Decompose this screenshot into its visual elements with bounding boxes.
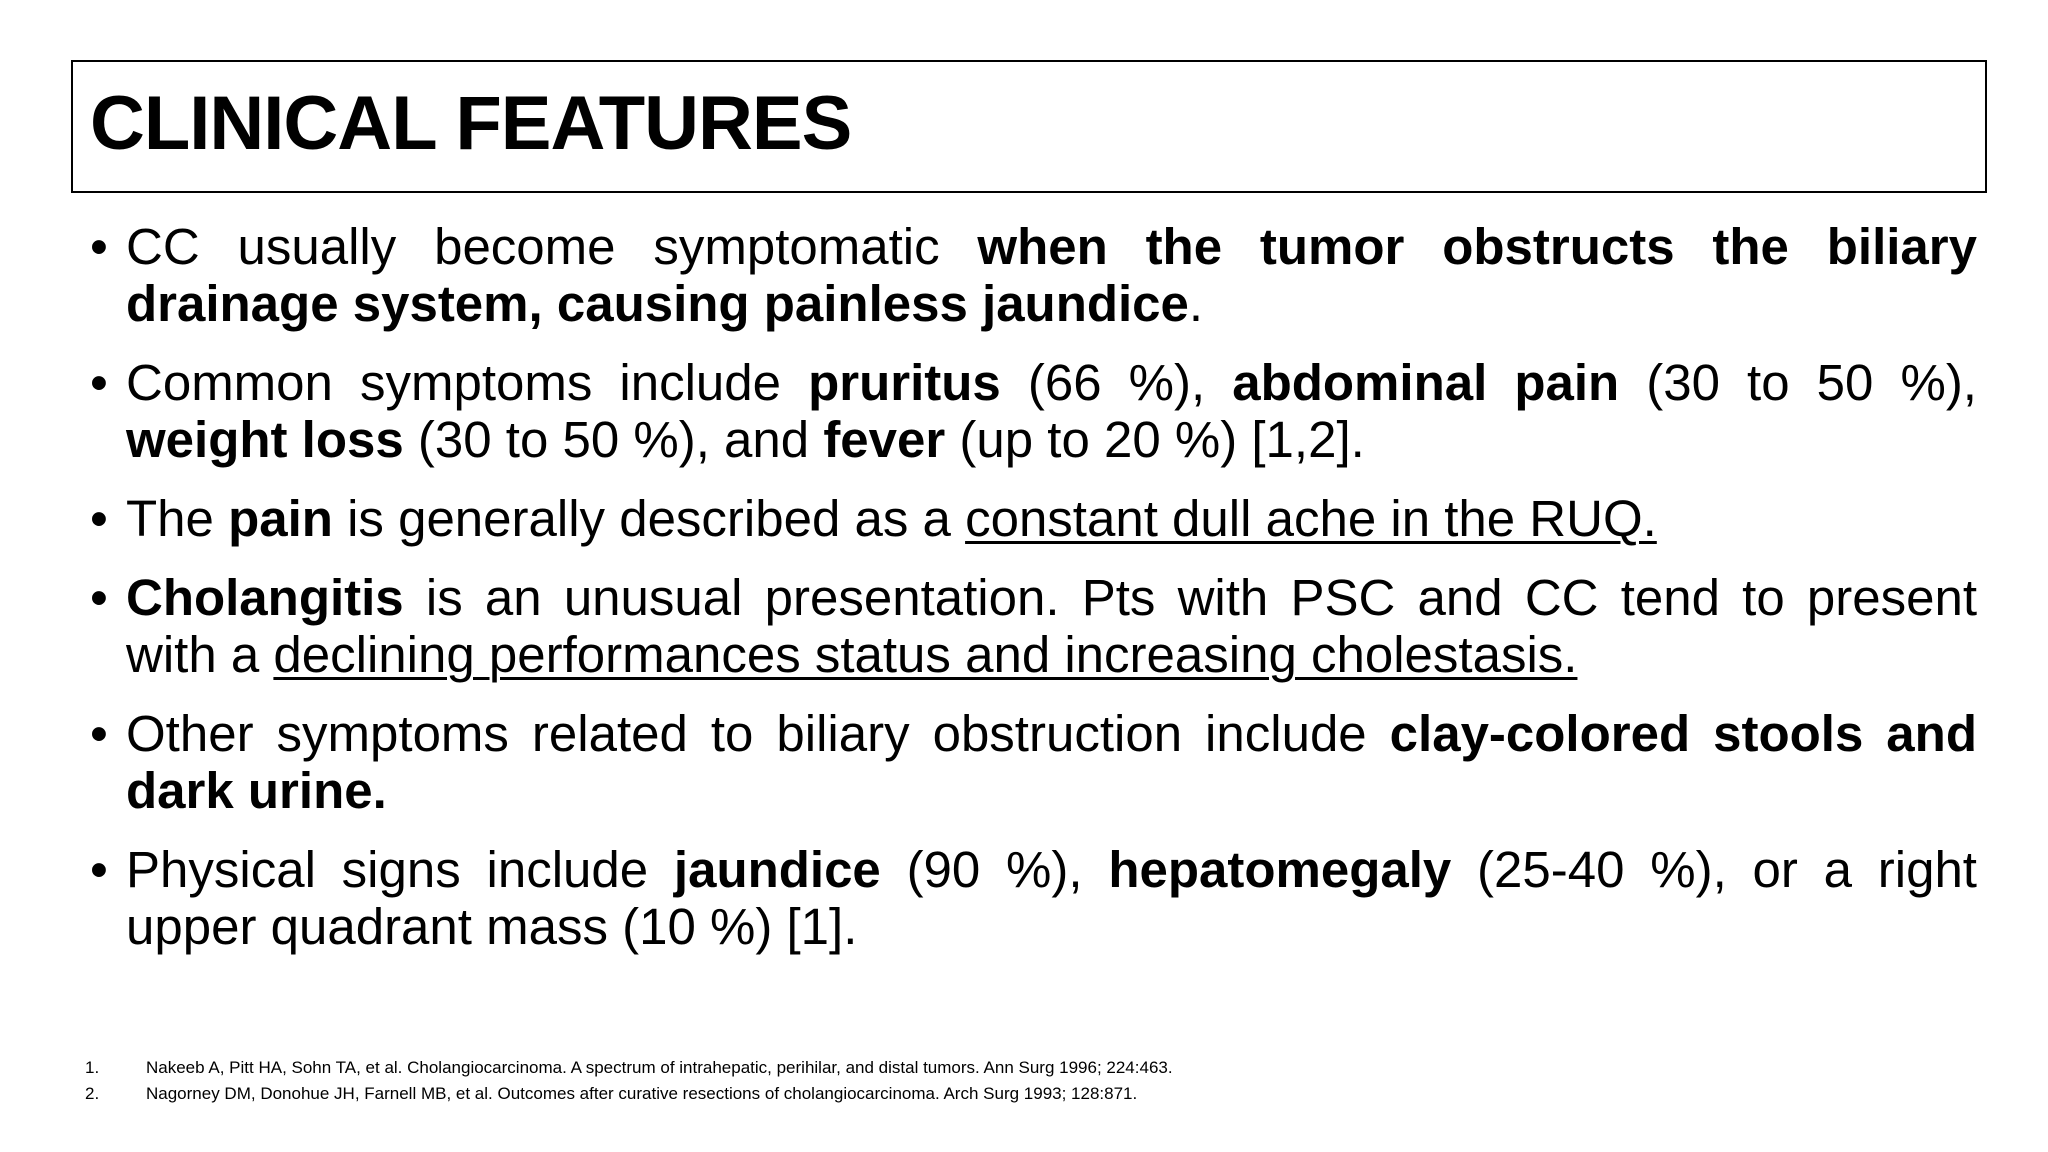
bullet-text-bold: jaundice bbox=[673, 841, 881, 898]
references-list bbox=[85, 1055, 1885, 1107]
bullet-item bbox=[82, 490, 1977, 547]
reference-item bbox=[85, 1081, 1885, 1107]
bullet-item bbox=[82, 569, 1977, 683]
bullet-text: (30 to 50 %), and bbox=[403, 411, 824, 468]
bullet-text-bold: when the tumor obstructs the biliary drainage system, causing painless jaundice bbox=[126, 218, 1977, 332]
bullet-text: (up to 20 %) [1,2]. bbox=[945, 411, 1365, 468]
bullet-item bbox=[82, 705, 1977, 819]
reference-item bbox=[85, 1055, 1885, 1081]
bullet-item bbox=[82, 218, 1977, 332]
reference-text: Nakeeb A, Pitt HA, Sohn TA, et al. Cholangiocarcinoma. A spectrum of intrahepatic, perihilar, and distal tumors. Ann Surg 1996; 224:463. bbox=[146, 1058, 1173, 1077]
bullet-text: Other symptoms related to biliary obstruction include bbox=[126, 705, 1390, 762]
bullet-text: (90 %), bbox=[880, 841, 1109, 898]
reference-number: 2. bbox=[85, 1084, 100, 1103]
bullet-text-bold: Cholangitis bbox=[126, 569, 404, 626]
bullet-text: is generally described as a bbox=[332, 490, 966, 547]
bullet-text: The bbox=[126, 490, 229, 547]
bullet-text-bold: abdominal pain bbox=[1232, 354, 1620, 411]
reference-number: 1. bbox=[85, 1058, 100, 1077]
bullet-text-bold: pruritus bbox=[808, 354, 1001, 411]
bullet-text: . bbox=[1188, 275, 1204, 332]
bullet-text: (66 %), bbox=[1000, 354, 1233, 411]
slide-title: CLINICAL FEATURES bbox=[90, 81, 852, 166]
bullet-text: Common symptoms include bbox=[126, 354, 809, 411]
bullet-text: CC usually become symptomatic bbox=[126, 218, 978, 275]
bullet-text-bold: fever bbox=[823, 411, 946, 468]
bullet-item bbox=[82, 841, 1977, 955]
bullet-text-underlined: constant dull ache in the RUQ. bbox=[965, 490, 1657, 547]
bullet-text-bold: weight loss bbox=[126, 411, 404, 468]
bullet-text: (25-40 %), or a right upper quadrant mass (10 %) [1]. bbox=[126, 841, 1977, 955]
bullet-list bbox=[82, 218, 1977, 977]
bullet-text: Physical signs include bbox=[126, 841, 674, 898]
title-box bbox=[71, 60, 1987, 193]
bullet-text: (30 to 50 %), bbox=[1619, 354, 1977, 411]
bullet-text: is an unusual presentation. Pts with PSC and CC tend to present with a bbox=[126, 569, 1977, 683]
bullet-text-bold: hepatomegaly bbox=[1108, 841, 1452, 898]
bullet-text-underlined: declining performances status and increasing cholestasis. bbox=[273, 626, 1578, 683]
bullet-item bbox=[82, 354, 1977, 468]
bullet-text-bold: pain bbox=[228, 490, 333, 547]
bullet-text-bold: clay-colored stools and dark urine. bbox=[126, 705, 1977, 819]
reference-text: Nagorney DM, Donohue JH, Farnell MB, et al. Outcomes after curative resections of cholangiocarcinoma. Arch Surg 1993; 128:871. bbox=[146, 1084, 1138, 1103]
